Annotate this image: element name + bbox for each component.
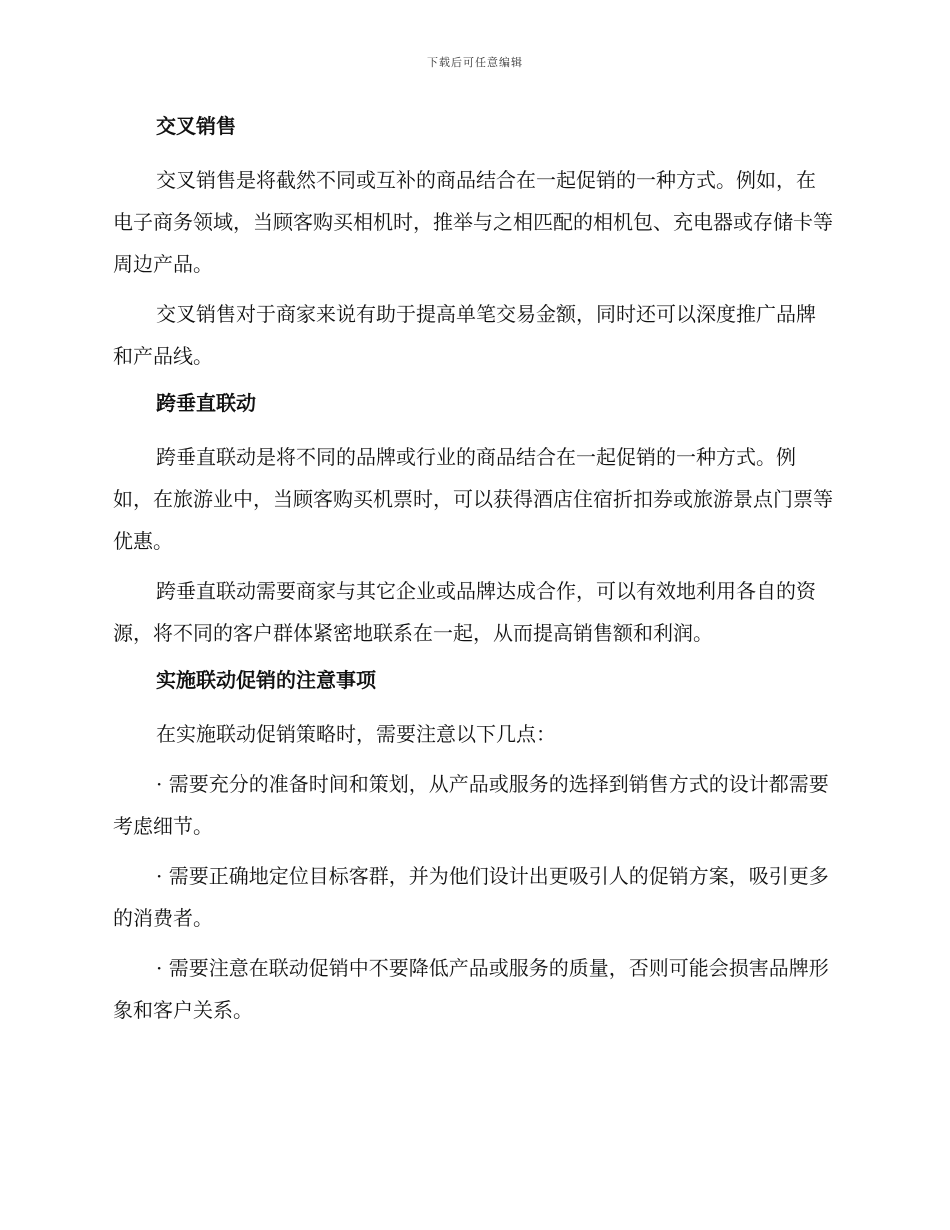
paragraph: 跨垂直联动是将不同的品牌或行业的商品结合在一起促销的一种方式。例如，在旅游业中，当顾客购买机票时，可以获得酒店住宿折扣券或旅游景点门票等优惠。 bbox=[113, 445, 833, 553]
bullet-item: · 需要正确地定位目标客群，并为他们设计出更吸引人的促销方案，吸引更多的消费者。 bbox=[113, 864, 829, 930]
paragraph: 交叉销售是将截然不同或互补的商品结合在一起促销的一种方式。例如，在电子商务领域，当顾客购买相机时，推举与之相匹配的相机包、充电器或存储卡等周边产品。 bbox=[113, 168, 833, 276]
section-heading-notes: 实施联动促销的注意事项 bbox=[156, 668, 376, 692]
page-header: 下载后可任意编辑 bbox=[427, 56, 523, 69]
paragraph: 交叉销售对于商家来说有助于提高单笔交易金额，同时还可以深度推广品牌和产品线。 bbox=[113, 302, 816, 368]
section-heading-cross-selling: 交叉销售 bbox=[156, 114, 236, 138]
bullet-item: · 需要充分的准备时间和策划，从产品或服务的选择到销售方式的设计都需要考虑细节。 bbox=[113, 772, 829, 838]
bullet-item: · 需要注意在联动促销中不要降低产品或服务的质量，否则可能会损害品牌形象和客户关系。 bbox=[113, 956, 829, 1022]
paragraph: 跨垂直联动需要商家与其它企业或品牌达成合作，可以有效地利用各自的资源，将不同的客户群体紧密地联系在一起，从而提高销售额和利润。 bbox=[113, 579, 816, 645]
document-body bbox=[113, 108, 833, 1031]
section-heading-cross-vertical: 跨垂直联动 bbox=[156, 391, 256, 415]
paragraph: 在实施联动促销策略时，需要注意以下几点： bbox=[156, 722, 556, 746]
